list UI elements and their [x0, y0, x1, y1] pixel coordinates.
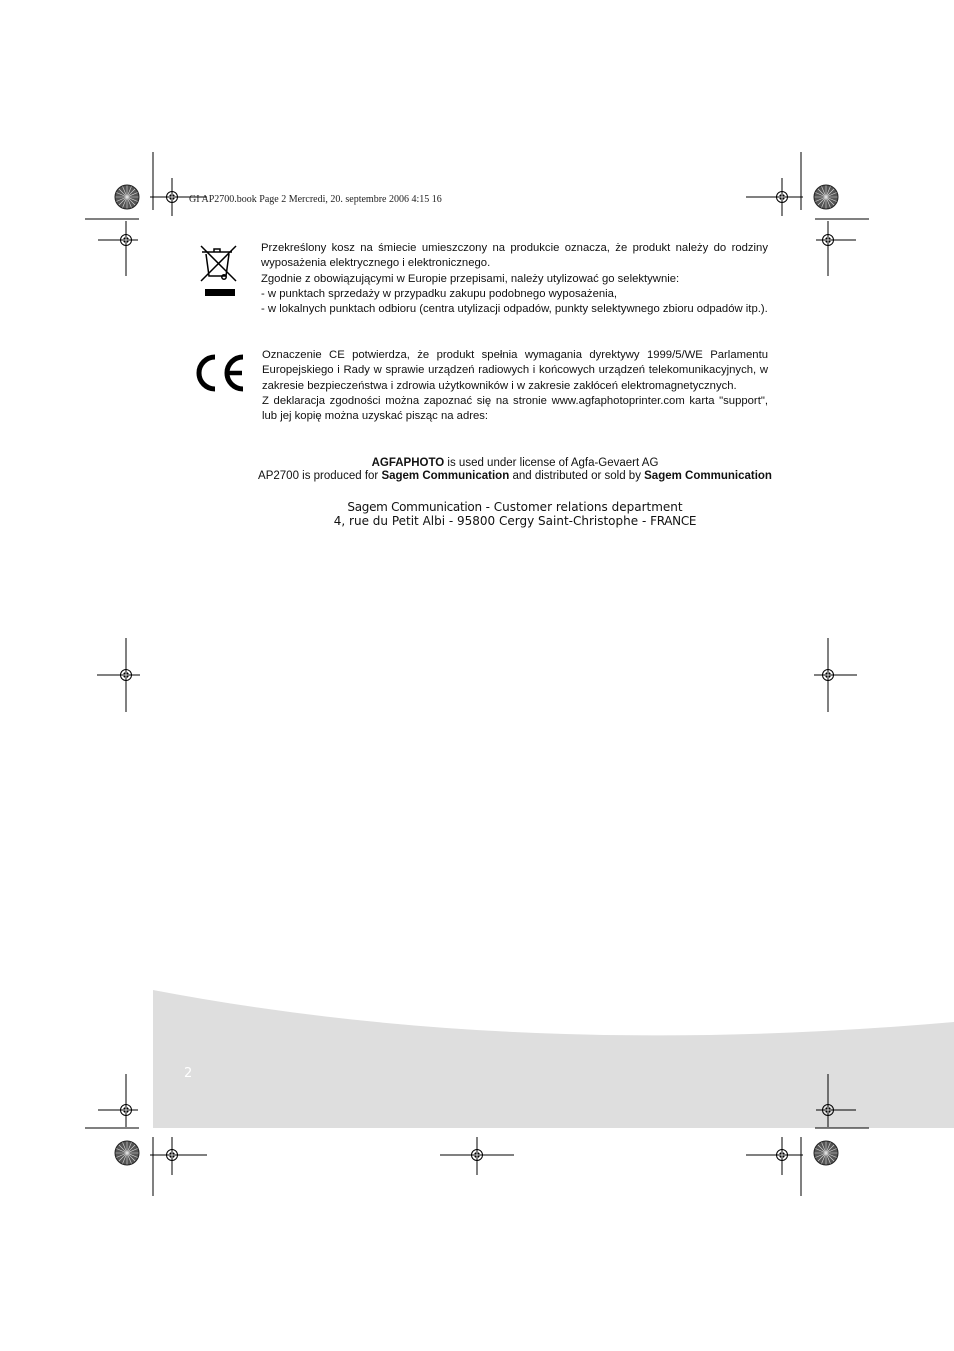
address-line-1	[150, 500, 880, 514]
license-text: and distributed or sold by	[509, 469, 645, 482]
ce-text-line: Oznaczenie CE potwierdza, że produkt spełnia wymagania dyrektywy 1999/5/WE Parlamentu Europejskiego i Rady w sprawie urządzeń radiowych i końcowych urządzeń telekomunikacyjnych, w zakresie bezpieczeństwa i zdrowia użytkowników i w zakresie zakłóceń elektromagnetycznych.	[262, 349, 768, 392]
agfaphoto-brand: AGFAPHOTO	[371, 457, 445, 469]
weee-text-line: - w punktach sprzedaży w przypadku zakupu podobnego wyposażenia,	[261, 287, 618, 300]
country: FRANCE	[650, 514, 697, 528]
street-address: 4, rue du Petit Albi - 95800 Cergy Saint-Christophe -	[333, 514, 651, 528]
license-line-1	[150, 457, 880, 470]
book-header-line: GI AP2700.book Page 2 Mercredi, 20. septembre 2006 4:15 16	[189, 194, 442, 205]
weee-disposal-paragraph	[261, 241, 768, 317]
crossed-out-wheelie-bin-icon	[198, 244, 240, 298]
weee-text-line: Zgodnie z obowiązującymi w Europie przepisami, należy utylizować go selektywnie:	[261, 272, 680, 285]
weee-text-line: Przekreślony kosz na śmiecie umieszczony na produkcie oznacza, że produkt należy do rodziny wyposażenia elektrycznego i elektronicznego.	[261, 242, 768, 270]
ce-mark-icon	[192, 353, 248, 393]
weee-text-line: - w lokalnych punktach odbioru (centra utylizacji odpadów, punkty selektywnego zbioru odpadów itp.).	[261, 303, 768, 316]
license-statement	[150, 457, 880, 482]
license-line-2	[150, 470, 880, 483]
ce-text-line: Z deklaracja zgodności można zapoznać się na stronie www.agfaphotoprinter.com karta "support", lub jej kopię można uzyskać pisząc na adres:	[262, 394, 768, 423]
department: - Customer relations department	[481, 500, 683, 514]
company-name: Sagem Communication	[381, 469, 510, 482]
company-name: Sagem Communication	[347, 500, 482, 514]
company-name: Sagem Communication	[644, 469, 772, 482]
license-text: AP2700 is produced for	[258, 469, 382, 482]
license-text: is used under license of Agfa-Gevaert AG	[444, 457, 659, 469]
page-number: 2	[184, 1066, 193, 1081]
customer-relations-address	[150, 500, 880, 528]
address-line-2	[150, 514, 880, 528]
ce-conformity-paragraph	[262, 348, 768, 424]
